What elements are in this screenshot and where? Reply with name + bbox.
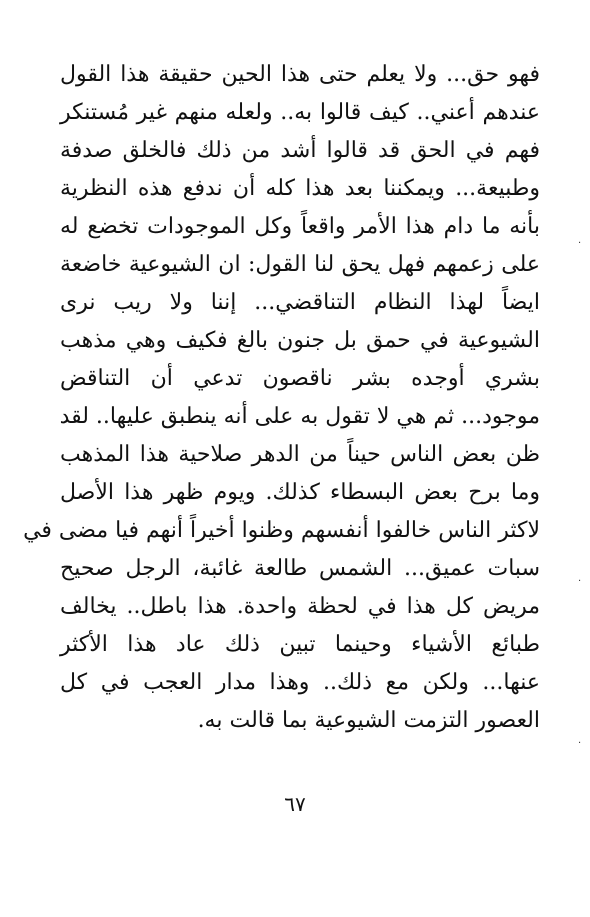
text-line: عنها... ولكن مع ذلك.. وهذا مدار العجب في كل [60,670,540,695]
page-number: ٦٧ [284,792,306,816]
text-line: الشيوعية في حمق بل جنون بالغ فكيف وهي مذهب [60,328,540,353]
text-line: طبائع الأشياء وحينما تبين ذلك عاد هذا الأكثر [60,632,540,657]
text-line: فهو حق... ولا يعلم حتى هذا الحين حقيقة هذا القول [60,62,540,87]
text-line: موجود... ثم هي لا تقول به على أنه ينطبق عليها.. لقد [59,404,540,429]
text-line: سبات عميق... الشمس طالعة غائبة، الرجل صحيح [60,556,540,581]
text-line: وما برح بعض البسطاء كذلك. ويوم ظهر هذا الأصل [60,480,540,505]
text-line: ظن بعض الناس حيناً من الدهر صلاحية هذا المذهب [60,442,540,467]
margin-mark: . [578,573,582,584]
text-line: على زعمهم فهل يحق لنا القول: ان الشيوعية خاضعة [60,252,540,277]
text-line: بشري أوجده بشر ناقصون تدعي أن التناقض [60,366,540,391]
margin-mark: . [578,735,582,746]
text-line-last: العصور التزمت الشيوعية بما قالت به. [197,708,540,733]
text-line: مريض كل هذا في لحظة واحدة. هذا باطل.. يخالف [60,594,540,619]
text-line: فهم في الحق قد قالوا أشد من ذلك فالخلق صدفة [60,138,540,163]
text-line: وطبيعة... ويمكننا بعد هذا كله أن ندفع هذه النظرية [60,176,540,201]
text-line: لاكثر الناس خالفوا أنفسهم وظنوا أخيراً أنهم فيا مضى في [23,518,540,543]
text-line: بأنه ما دام هذا الأمر واقعاً وكل الموجودات تخضع له [60,214,540,239]
text-line: ايضاً لهذا النظام التناقضي... إننا ولا ريب نرى [60,290,540,315]
body-text [23,56,540,740]
text-line: عندهم أعني.. كيف قالوا به.. ولعله منهم غير مُستنكر [60,100,540,125]
margin-mark: . [578,235,582,246]
